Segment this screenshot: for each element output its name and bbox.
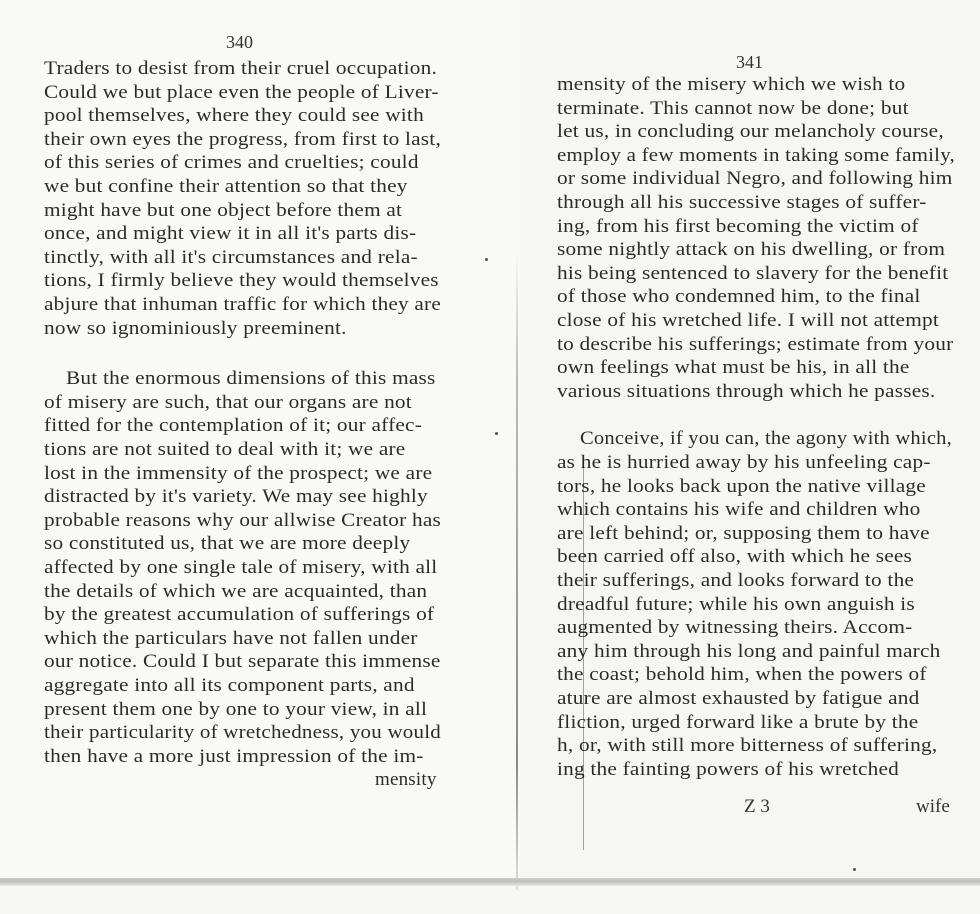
right-page-text-line: close of his wretched life. I will not attempt — [557, 310, 940, 331]
left-page-text-line: might have but one object before them at — [44, 199, 403, 221]
left-page-text-line: lost in the immensity of the prospect; we are — [44, 462, 433, 484]
right-page-text-line: of those who condemned him, to the final — [557, 286, 921, 308]
right-page-text-line: been carried off also, with which he sees — [557, 546, 913, 568]
right-page-text-line: which contains his wife and children who — [557, 499, 921, 521]
right-page-text-line: ature are almost exhausted by fatigue and — [557, 688, 920, 709]
speck — [853, 868, 856, 871]
left-page-text-line: probable reasons why our allwise Creator has — [44, 509, 441, 531]
left-page-text-line: tions are not suited to deal with it; we are — [44, 439, 406, 460]
right-page-text-line: his being sentenced to slavery for the benefit — [557, 262, 949, 284]
right-page-text-line: or some individual Negro, and following him — [557, 168, 953, 190]
right-page-text-line: through all his successive stages of suffer- — [557, 192, 927, 213]
left-page-text-line: affected by one single tale of misery, with all — [44, 557, 438, 578]
left-page-text-line: which the particulars have not fallen under — [44, 627, 418, 649]
right-page-text-line: some nightly attack on his dwelling, or from — [557, 239, 946, 261]
left-page-text-line: now so ignominiously preeminent. — [44, 317, 347, 339]
left-page-text-line: of misery are such, that our organs are not — [44, 391, 412, 413]
book-bottom-edge — [0, 878, 980, 886]
right-page-text-line: terminate. This cannot now be done; but — [557, 97, 909, 119]
left-page-text-line: we but confine their attention so that they — [44, 176, 408, 197]
left-page-text-line: mensity — [375, 769, 437, 791]
right-page-text-line: ing the fainting powers of his wretched — [557, 758, 900, 780]
right-page-text-line: various situations through which he passes. — [557, 380, 936, 402]
left-page-text-line: present them one by one to your view, in all — [44, 698, 428, 720]
left-page-text-line: once, and might view it in all it's parts dis- — [44, 223, 417, 245]
right-page-text-line: are left behind; or, supposing them to have — [557, 522, 930, 544]
left-page-text-line: fitted for the contemplation of it; our affec- — [44, 415, 423, 437]
right-page-text-line: dreadful future; while his own anguish is — [557, 593, 915, 615]
signature-mark: Z 3 — [744, 796, 770, 817]
speck — [485, 258, 488, 261]
right-page-text-line: the coast; behold him, when the powers of — [557, 664, 927, 686]
right-page-text-line: their sufferings, and looks forward to the — [557, 570, 915, 591]
left-page-text-line: pool themselves, where they could see with — [44, 105, 424, 127]
left-page-text-line: by the greatest accumulation of sufferings of — [44, 604, 435, 626]
page-gutter — [516, 250, 518, 890]
right-page-text-line: let us, in concluding our melancholy course, — [557, 121, 944, 143]
right-page-text-line: ing, from his first becoming the victim of — [557, 215, 919, 237]
right-page-number: 341 — [736, 52, 763, 72]
right-page-text-line: augmented by witnessing theirs. Accom- — [557, 617, 913, 639]
right-page-text-line: employ a few moments in taking some family, — [557, 144, 955, 166]
page-fold-line — [583, 460, 584, 850]
right-page-text-line: own feelings what must be his, in all the — [557, 357, 910, 379]
catchword: wife — [916, 796, 950, 817]
right-page-text-line: as he is hurried away by his unfeeling cap- — [557, 452, 931, 473]
speck — [495, 432, 498, 435]
left-page-text-line: aggregate into all its component parts, and — [44, 675, 415, 696]
left-page-text-line: abjure that inhuman traffic for which they are — [44, 294, 441, 315]
left-page-text-line: distracted by it's variety. We may see highly — [44, 486, 428, 508]
left-page-text-line: But the enormous dimensions of this mass — [66, 368, 436, 390]
right-page-text-line: Conceive, if you can, the agony with which, — [580, 428, 952, 450]
left-page-text-line: tions, I firmly believe they would themselves — [44, 270, 439, 292]
left-page-text-line: Traders to desist from their cruel occupation. — [44, 58, 438, 79]
left-page-text-line: so constituted us, that we are more deeply — [44, 533, 411, 555]
left-page-text-line: the details of which we are acquainted, than — [44, 580, 428, 602]
left-page-text-line: of this series of crimes and cruelties; could — [44, 152, 419, 174]
left-page-text-line: their particularity of wretchedness, you would — [44, 722, 441, 744]
left-page-text-line: Could we but place even the people of Liver- — [44, 81, 439, 103]
right-page-text-line: mensity of the misery which we wish to — [557, 74, 906, 95]
right-page-text-line: to describe his sufferings; estimate from your — [557, 333, 954, 355]
left-page-text-line: our notice. Could I but separate this immense — [44, 651, 441, 673]
left-page-text-line: their own eyes the progress, from first to last, — [44, 128, 441, 150]
left-page-text-line: then have a more just impression of the im- — [44, 745, 424, 767]
right-page-text-line: tors, he looks back upon the native village — [557, 475, 926, 497]
right-page-text-line: any him through his long and painful march — [557, 640, 941, 662]
right-page — [520, 0, 980, 880]
left-page-text-line: tinctly, with all it's circumstances and rela- — [44, 246, 418, 268]
right-page-text-line: h, or, with still more bitterness of suffering, — [557, 735, 938, 757]
right-page-text-line: fliction, urged forward like a brute by the — [557, 711, 919, 733]
left-page-number: 340 — [226, 32, 253, 52]
